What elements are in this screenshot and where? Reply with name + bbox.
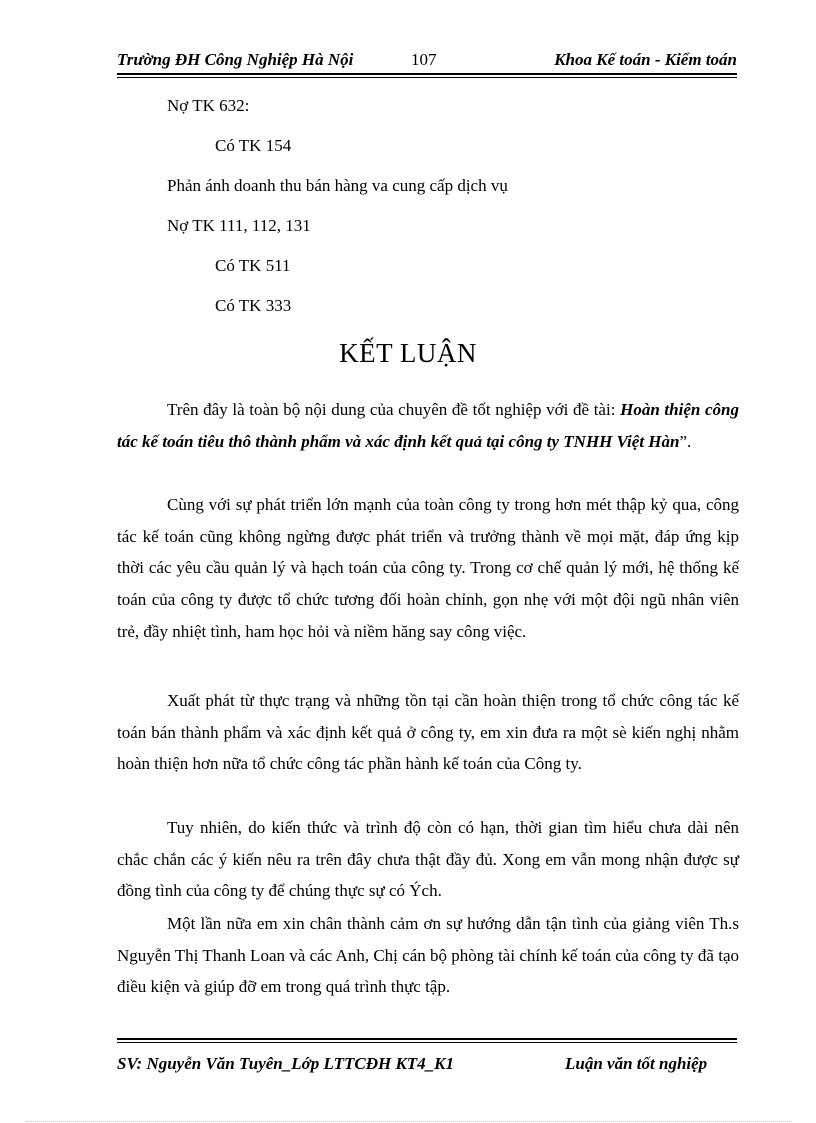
paragraph-1-tail: ”.	[679, 431, 692, 451]
thesis-topic: Hoàn thiện công tác kế toán tiêu thô thành phẩm và xác định kết quả tại công ty TNHH Việt Hàn	[117, 400, 739, 451]
conclusion-paragraph-2: Cùng với sự phát triển lớn mạnh của toàn công ty trong hơn mét thập kỷ qua, công tác kế toán cũng không ngừng được phát triển và trưởng thành về mọi mặt, đáp ứng kịp thời các yêu cầu quản lý và hạch toán của công ty. Trong cơ chế quản lý mới, hệ thống kế toán của công ty được tổ chức tương đối hoàn chỉnh, gọn nhẹ với một đội ngũ nhân viên trẻ, đầy nhiệt tình, ham học hỏi và niềm hăng say công việc.	[117, 495, 739, 641]
conclusion-paragraph-3: Xuất phát từ thực trạng và những tồn tại cần hoàn thiện trong tổ chức công tác kế toán bán thành phẩm và xác định kết quả ở công ty, em xin đưa ra một sè kiến nghị nhằm hoàn thiện hơn nữa tổ chức công tác phần hành kế toán của Công ty.	[117, 691, 739, 774]
entry-revenue-note: Phản ánh doanh thu bán hàng va cung cấp dịch vụ	[167, 176, 508, 195]
footer-student: SV: Nguyễn Văn Tuyên_Lớp LTTCĐH KT4_K1	[117, 1054, 455, 1073]
header-rule-thick	[117, 73, 737, 75]
page-footer	[117, 1052, 737, 1078]
header-page-number: 107	[411, 50, 437, 69]
entry-debit-632: Nợ TK 632:	[167, 96, 250, 115]
conclusion-title: KẾT LUẬN	[339, 338, 477, 368]
conclusion-paragraph-5: Một lần nữa em xin chân thành cảm ơn sự hướng dẫn tận tình của giảng viên Th.s Nguyễn Thị Thanh Loan và các Anh, Chị cán bộ phòng tài chính kế toán của công ty đã tạo điều kiện và giúp đỡ em trong quá trình thực tập.	[117, 914, 739, 997]
footer-rule-thin	[117, 1042, 737, 1043]
entry-credit-154: Có TK 154	[215, 136, 292, 155]
page-header	[117, 48, 737, 72]
conclusion-paragraph-4: Tuy nhiên, do kiến thức và trình độ còn có hạn, thời gian tìm hiểu chưa dài nên chắc chắn các ý kiến nêu ra trên đây chưa thật đầy đủ. Xong em vẫn mong nhận được sự đồng tình của công ty để chúng thực sự có Ých.	[117, 818, 739, 901]
header-rule-thin	[117, 77, 737, 78]
conclusion-paragraph-1	[117, 394, 739, 457]
header-department: Khoa Kế toán - Kiểm toán	[554, 50, 737, 69]
entry-credit-511: Có TK 511	[215, 256, 291, 275]
footer-rule-thick	[117, 1038, 737, 1040]
entry-debit-111: Nợ TK 111, 112, 131	[167, 216, 311, 235]
paragraph-1-lead: Trên đây là toàn bộ nội dung của chuyên đề tốt nghiệp với đề tài:	[167, 400, 621, 419]
entry-credit-333: Có TK 333	[215, 296, 292, 315]
footer-doc-type: Luận văn tốt nghiệp	[565, 1054, 708, 1073]
header-school: Trường ĐH Công Nghiệp Hà Nội	[117, 50, 354, 69]
page-edge-dotted-line	[26, 1121, 792, 1122]
